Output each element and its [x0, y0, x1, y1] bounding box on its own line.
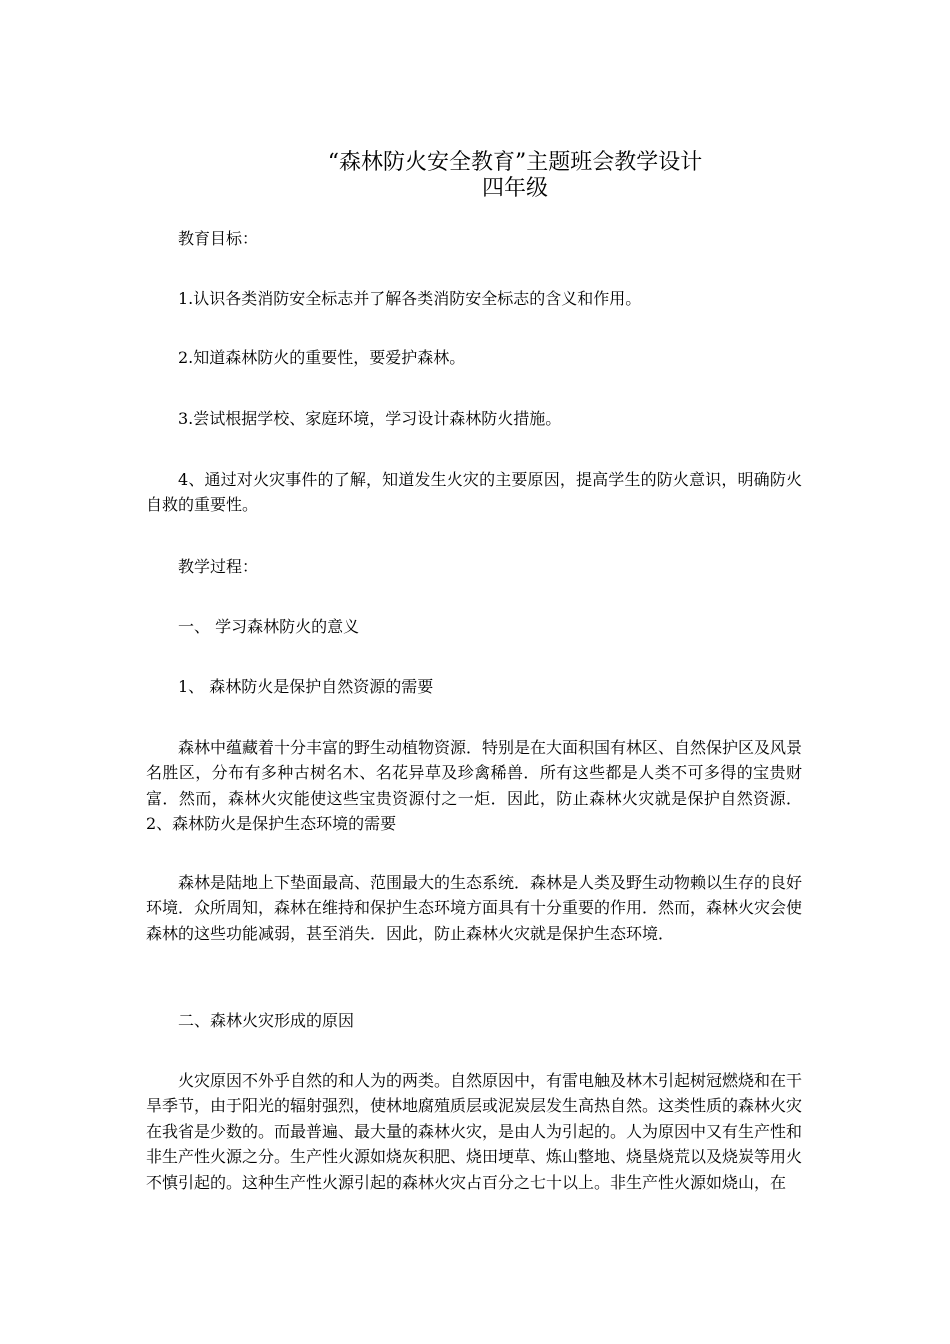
goal-item-3: 3.尝试根据学校、家庭环境，学习设计森林防火措施。 — [178, 409, 562, 428]
goal-item-2: 2.知道森林防火的重要性，要爱护森林。 — [178, 348, 466, 367]
goal-item-4: 4、通过对火灾事件的了解，知道发生火灾的主要原因，提高学生的防火意识，明确防火自救的重要性。 — [146, 470, 802, 515]
goals-heading: 教育目标： — [178, 229, 259, 248]
section1-paragraph-2: 森林是陆地上下垫面最高、范围最大的生态系统．森林是人类及野生动物赖以生存的良好环境．众所周知，森林在维持和保护生态环境方面具有十分重要的作用．然而，森林火灾会使森林的这些功能减弱，甚至消失．因此，防止森林火灾就是保护生态环境． — [146, 873, 803, 943]
section2-paragraph-1: 火灾原因不外乎自然的和人为的两类。自然原因中，有雷电触及林木引起树冠燃烧和在干旱季节，由于阳光的辐射强烈，使林地腐殖质层或泥炭层发生高热自然。这类性质的森林火灾在我省是少数的。而最普遍、最大量的森林火灾，是由人为引起的。人为原因中又有生产性和非生产性火源之分。生产性火源如烧灰积肥、烧田埂草、炼山整地、烧垦烧荒以及烧炭等用火不慎引起的。这种生产性火源引起的森林火灾占百分之七十以上。非生产性火源如烧山，在 — [146, 1071, 803, 1192]
section1-subheading: 1、 森林防火是保护自然资源的需要 — [178, 677, 434, 696]
section1-heading: 一、 学习森林防火的意义 — [178, 617, 360, 636]
document-title: “森林防火安全教育”主题班会教学设计 — [327, 150, 703, 175]
section2-heading: 二、森林火灾形成的原因 — [178, 1011, 355, 1030]
process-heading: 教学过程： — [178, 557, 259, 576]
section1-paragraph-1: 森林中蕴藏着十分丰富的野生动植物资源．特别是在大面积国有林区、自然保护区及风景名胜区，分布有多种古树名木、名花异草及珍禽稀兽．所有这些都是人类不可多得的宝贵财富．然而，森林火灾能使这些宝贵资源付之一炬．因此，防止森林火灾就是保护自然资源． 2、森林防火是保护生态环境的需要 — [146, 738, 803, 834]
document-subtitle: 四年级 — [481, 176, 548, 201]
goal-item-1: 1.认识各类消防安全标志并了解各类消防安全标志的含义和作用。 — [178, 289, 642, 308]
